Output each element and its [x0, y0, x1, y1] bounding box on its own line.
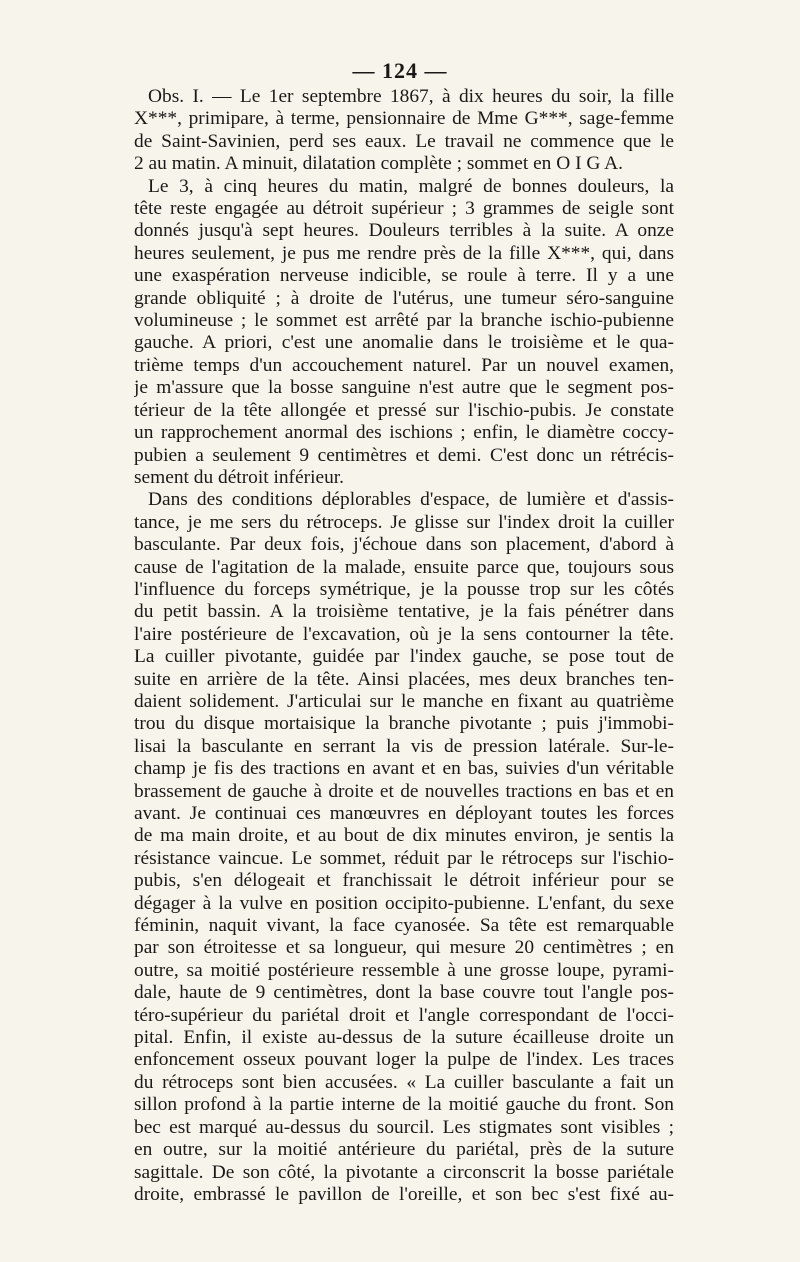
text-line: heures seulement, je pus me rendre près de la fille X***, qui, dans — [134, 242, 674, 264]
text-line: suite en arrière de la tête. Ainsi placées, mes deux branches ten- — [134, 668, 674, 690]
text-line: donnés jusqu'à sept heures. Douleurs terribles à la suite. A onze — [134, 220, 674, 242]
text-line: cause de l'agitation de la malade, ensuite parce que, toujours sous — [134, 556, 674, 578]
text-line: du rétroceps sont bien accusées. « La cuiller basculante a fait un — [134, 1071, 674, 1093]
text-line: lisai la basculante en serrant la vis de pression latérale. Sur-le- — [134, 735, 674, 757]
text-line: trou du disque mortaisique la branche pivotante ; puis j'immobi- — [134, 713, 674, 735]
text-line: dégager à la vulve en position occipito-pubienne. L'enfant, du sexe — [134, 892, 674, 914]
text-line: grande obliquité ; à droite de l'utérus, une tumeur séro-sanguine — [134, 287, 674, 309]
text-line: tête reste engagée au détroit supérieur ; 3 grammes de seigle sont — [134, 198, 674, 220]
text-line: Obs. I. — Le 1er septembre 1867, à dix heures du soir, la fille — [148, 86, 674, 107]
text-line: un rapprochement anormal des ischions ; enfin, le diamètre coccy- — [134, 422, 674, 444]
text-line: dale, haute de 9 centimètres, dont la base couvre tout l'angle pos- — [134, 982, 674, 1004]
text-line: pubien a seulement 9 centimètres et demi. C'est donc un rétrécis- — [134, 444, 674, 466]
text-line: bec est marqué au-dessus du sourcil. Les stigmates sont visibles ; — [134, 1116, 674, 1138]
text-line: Dans des conditions déplorables d'espace, de lumière et d'assis- — [148, 489, 674, 511]
text-line: La cuiller pivotante, guidée par l'index gauche, se pose tout de — [134, 646, 674, 668]
text-line: brassement de gauche à droite et de nouvelles tractions en bas et en — [134, 780, 674, 802]
text-line: je m'assure que la bosse sanguine n'est autre que le segment pos- — [134, 377, 674, 399]
paragraph — [134, 176, 674, 490]
text-line: l'influence du forceps symétrique, je la pousse trop sur les côtés — [134, 578, 674, 600]
text-line: féminin, naquit vivant, la face cyanosée. Sa tête est remarquable — [134, 915, 674, 937]
text-line: basculante. Par deux fois, j'échoue dans son placement, d'abord à — [134, 534, 674, 556]
page-number-header: — 124 — — [352, 58, 448, 83]
text-line: l'aire postérieure de l'excavation, où je la sens contourner la tête. — [134, 623, 674, 645]
text-line: 2 au matin. A minuit, dilatation complète ; sommet en O I G A. — [134, 153, 624, 175]
text-line: sement du détroit inférieur. — [134, 466, 345, 488]
text-line: volumineuse ; le sommet est arrêté par la branche ischio-pubienne — [134, 310, 674, 332]
text-line: térieur de la tête allongée et pressé sur l'ischio-pubis. Je constate — [134, 399, 674, 421]
text-line: trième temps d'un accouchement naturel. Par un nouvel examen, — [134, 354, 674, 376]
text-line: de ma main droite, et au bout de dix minutes environ, je sentis la — [134, 825, 674, 847]
text-line: par son étroitesse et sa longueur, qui mesure 20 centimètres ; en — [134, 937, 674, 959]
text-line: pital. Enfin, il existe au-dessus de la suture écailleuse droite un — [134, 1027, 674, 1049]
text-line: gauche. A priori, c'est une anomalie dans le troisième et le qua- — [134, 332, 674, 354]
text-line: enfoncement osseux pouvant loger la pulpe de l'index. Les traces — [134, 1049, 674, 1071]
text-line: avant. Je continuai ces manœuvres en déployant toutes les forces — [134, 803, 674, 824]
text-line: résistance vaincue. Le sommet, réduit par le rétroceps sur l'ischio- — [134, 847, 674, 869]
text-line: sillon profond à la partie interne de la moitié gauche du front. Son — [134, 1094, 674, 1116]
text-line: X***, primipare, à terme, pensionnaire de Mme G***, sage-femme — [134, 108, 674, 130]
text-line: champ je fis des tractions en avant et en bas, suivies d'un véritable — [134, 758, 674, 780]
text-line: tance, je me sers du rétroceps. Je glisse sur l'index droit la cuiller — [134, 511, 674, 533]
text-line: sagittale. De son côté, la pivotante a circonscrit la bosse pariétale — [134, 1161, 674, 1183]
text-line: de Saint-Savinien, perd ses eaux. Le travail ne commence que le — [134, 130, 674, 152]
text-line: daient solidement. J'articulai sur le manche en fixant au quatrième — [134, 690, 674, 712]
paragraph — [134, 489, 674, 1206]
text-line: en outre, sur la moitié antérieure du pariétal, près de la suture — [134, 1139, 674, 1161]
text-line: droite, embrassé le pavillon de l'oreille, et son bec s'est fixé au- — [134, 1183, 674, 1205]
text-line: du petit bassin. A la troisième tentative, je la fais pénétrer dans — [134, 601, 674, 623]
text-line: téro-supérieur du pariétal droit et l'angle correspondant de l'occi- — [134, 1004, 674, 1026]
paragraph — [134, 86, 674, 176]
text-line: outre, sa moitié postérieure ressemble à une grosse loupe, pyrami- — [134, 959, 674, 981]
text-line: une exaspération nerveuse indicible, se roule à terre. Il y a une — [134, 265, 674, 287]
text-line: Le 3, à cinq heures du matin, malgré de bonnes douleurs, la — [148, 175, 674, 197]
body-text — [134, 86, 674, 1206]
text-line: pubis, s'en délogeait et franchissait le détroit inférieur pour se — [134, 870, 674, 892]
